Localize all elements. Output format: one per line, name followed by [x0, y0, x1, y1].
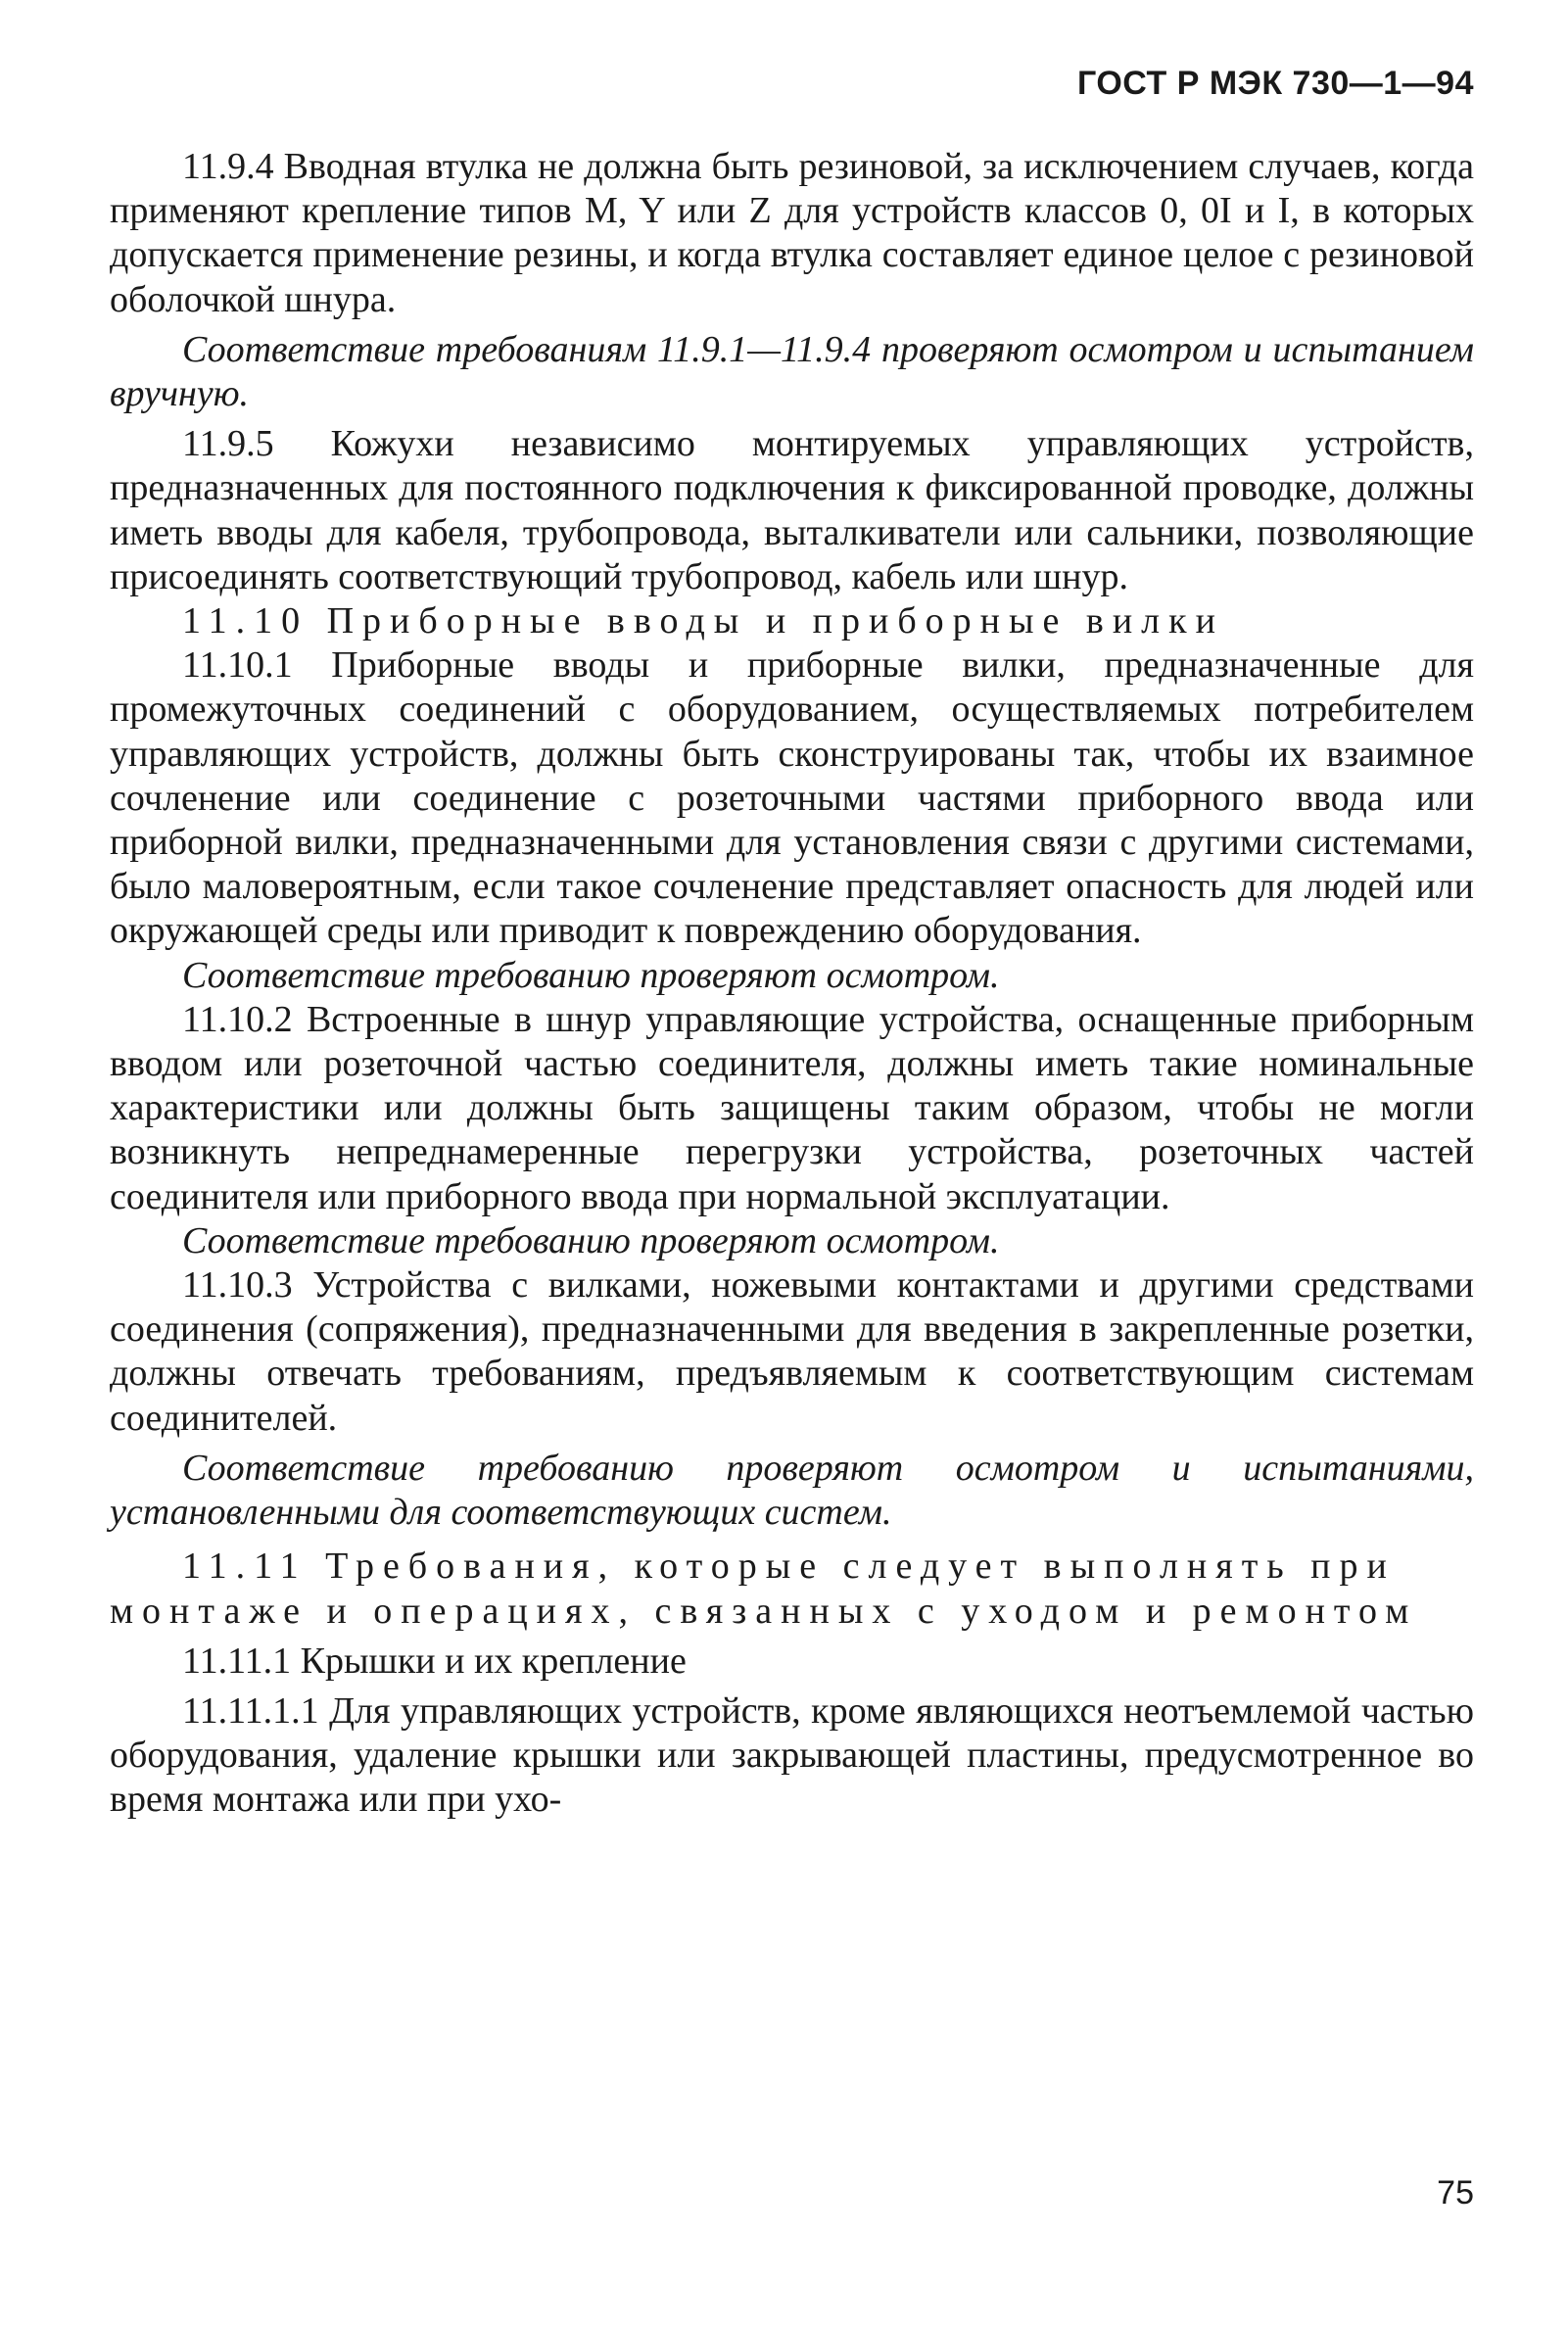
- check-11-10-1: Соответствие требованию проверяют осмотром.: [182, 954, 1000, 996]
- section-heading-11-10: 11.10 Приборные вводы и приборные вилки: [182, 600, 1224, 642]
- paragraph-11-9-4: 11.9.4 Вводная втулка не должна быть резиновой, за исключением случаев, когда применяют крепление типов M, Y или Z для устройств классов 0, 0I и I, в которых допускается применение резины, и когда втулка составляет единое целое с резиновой оболочкой шнура.: [110, 146, 1474, 320]
- paragraph-11-10-1: 11.10.1 Приборные вводы и приборные вилки, предназначенные для промежуточных соединений с оборудованием, осуществляемых потребителем управляющих устройств, должны быть сконструированы так, чтобы их взаимное сочленение или соединение с розеточными частями приборного ввода или приборной вилки, предназначенными для установления связи с другими системами, было маловероятным, если такое сочленение представляет опасность для людей или окружающей среды или приводит к повреждению оборудования.: [110, 644, 1474, 952]
- paragraph-11-10-2: 11.10.2 Встроенные в шнур управляющие устройства, оснащенные приборным вводом или розеточной частью соединителя, должны иметь такие номинальные характеристики или должны быть защищены таким образом, чтобы не могли возникнуть непреднамеренные перегрузки устройства, розеточных частей соединителя или приборного ввода при нормальной эксплуатации.: [110, 998, 1474, 1217]
- document-body: [110, 145, 1474, 1823]
- page-header: [1077, 65, 1474, 103]
- standard-id: ГОСТ Р МЭК 730—1—94: [1077, 65, 1474, 102]
- section-heading-11-11: 11.11 Требования, которые следует выполнять при монтаже и операциях, связанных с уходом и ремонтом: [110, 1545, 1418, 1632]
- check-11-10-2: Соответствие требованию проверяют осмотром.: [182, 1219, 1000, 1261]
- subsection-heading-11-11-1: 11.11.1 Крышки и их крепление: [182, 1640, 687, 1682]
- paragraph-11-11-1-1: 11.11.1.1 Для управляющих устройств, кроме являющихся неотъемлемой частью оборудования, удаление крышки или закрывающей пластины, предусмотренное во время монтажа или при ухо-: [110, 1689, 1474, 1821]
- check-11-9-1-4: Соответствие требованиям 11.9.1—11.9.4 проверяют осмотром и испытанием вручную.: [110, 328, 1474, 415]
- paragraph-11-9-5: 11.9.5 Кожухи независимо монтируемых управляющих устройств, предназначенных для постоянного подключения к фиксированной проводке, должны иметь вводы для кабеля, трубопровода, выталкиватели или сальники, позволяющие присоединять соответствующий трубопровод, кабель или шнур.: [110, 423, 1474, 597]
- check-11-10-3: Соответствие требованию проверяют осмотром и испытаниями, установленными для соответствующих систем.: [110, 1447, 1474, 1534]
- paragraph-11-10-3: 11.10.3 Устройства с вилками, ножевыми контактами и другими средствами соединения (сопряжения), предназначенными для введения в закрепленные розетки, должны отвечать требованиям, предъявляемым к соответствующим системам соединителей.: [110, 1264, 1474, 1439]
- page-number: 75: [1437, 2174, 1474, 2211]
